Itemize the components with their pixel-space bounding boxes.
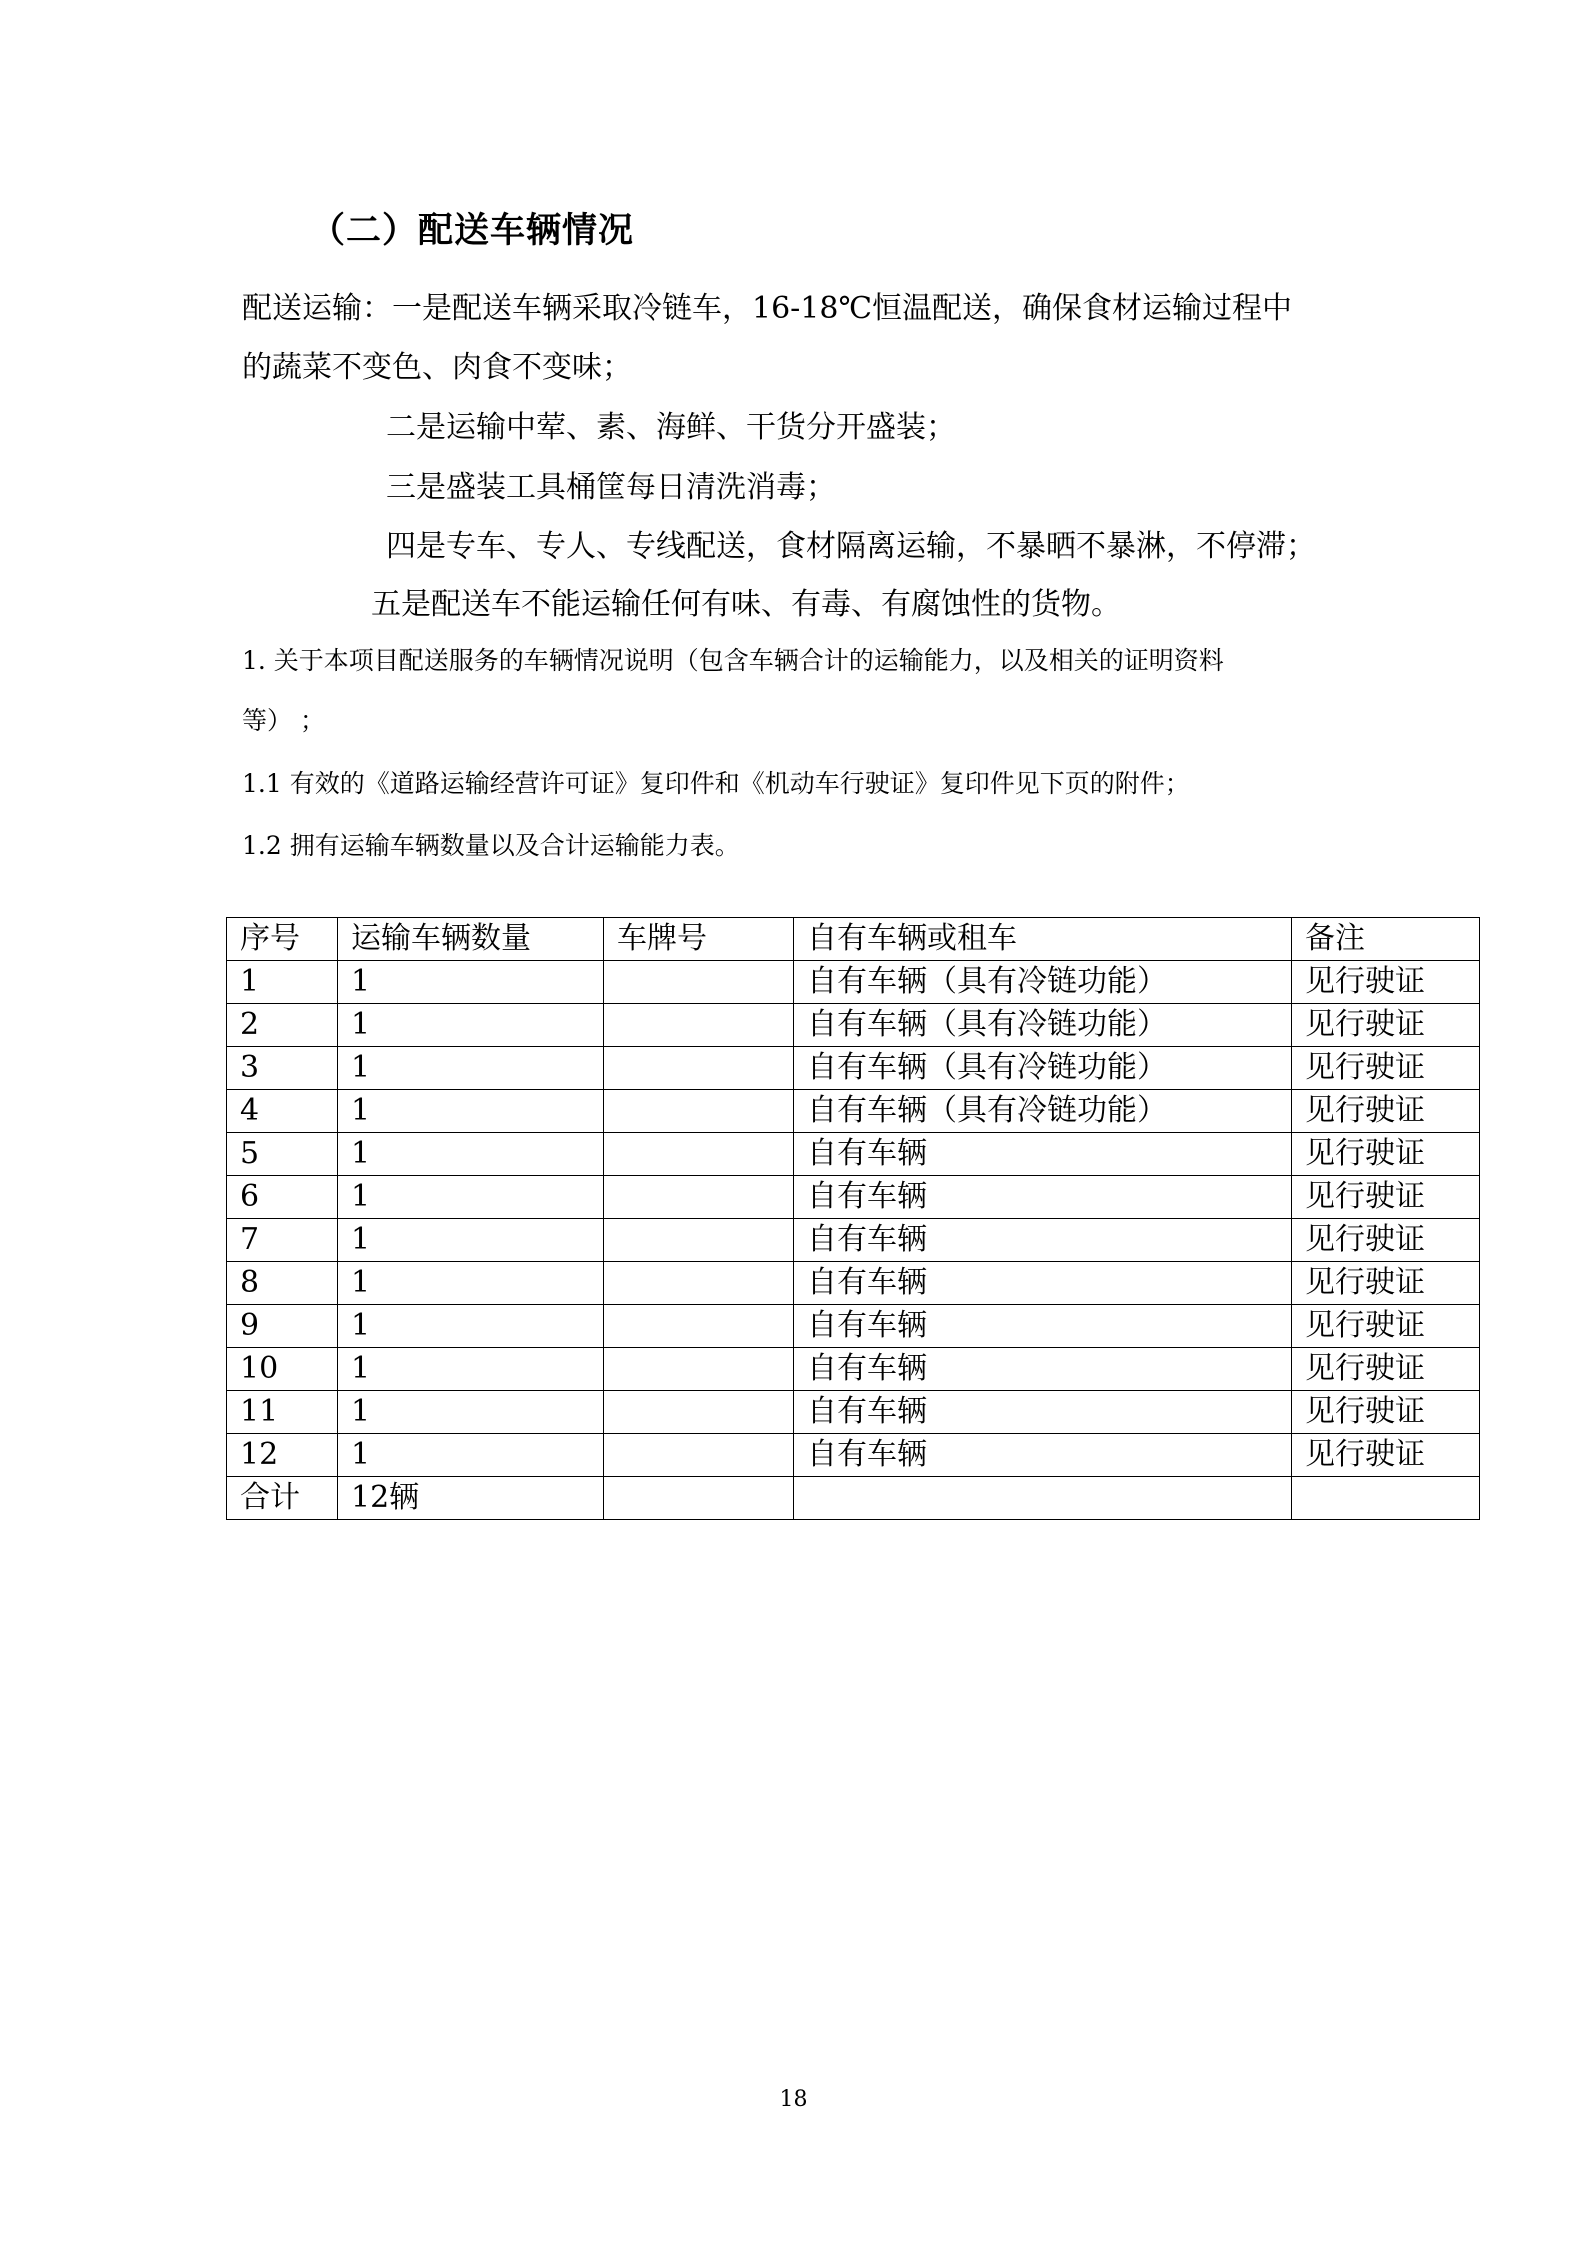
row-cell-index: 5 [227,1133,338,1176]
paragraph-line-2: 的蔬菜不变色、肉食不变味； [242,350,632,385]
row-cell-quantity: 1 [338,1176,604,1219]
note-line-2: 等） ； [242,706,325,735]
row-cell-quantity: 1 [338,1133,604,1176]
table-row [227,1133,1480,1176]
row-cell-quantity: 1 [338,961,604,1004]
note-line-1: 1. 关于本项目配送服务的车辆情况说明（包含车辆合计的运输能力，以及相关的证明资料 [242,646,1224,675]
row-cell-index: 10 [227,1348,338,1391]
row-cell-ownership: 自有车辆（具有冷链功能） [794,1047,1292,1090]
row-cell-plate [604,1348,794,1391]
row-cell-quantity: 1 [338,1348,604,1391]
table-row [227,1262,1480,1305]
header-cell-remarks: 备注 [1292,918,1480,961]
row-cell-remarks [1292,1477,1480,1520]
table-row [227,1047,1480,1090]
row-cell-plate [604,1262,794,1305]
paragraph-line-3: 二是运输中荤、素、海鲜、干货分开盛装； [386,410,956,445]
row-cell-remarks: 见行驶证 [1292,1176,1480,1219]
row-cell-remarks: 见行驶证 [1292,1305,1480,1348]
page-number: 18 [779,2087,808,2112]
row-cell-quantity: 1 [338,1262,604,1305]
row-cell-remarks: 见行驶证 [1292,1262,1480,1305]
row-cell-plate [604,1176,794,1219]
row-cell-ownership: 自有车辆 [794,1176,1292,1219]
row-cell-plate [604,1133,794,1176]
table-header-row [227,918,1480,961]
row-cell-ownership: 自有车辆 [794,1305,1292,1348]
row-cell-remarks: 见行驶证 [1292,961,1480,1004]
paragraph-line-6: 五是配送车不能运输任何有味、有毒、有腐蚀性的货物。 [371,587,1121,622]
header-cell-index: 序号 [227,918,338,961]
row-cell-plate [604,1004,794,1047]
row-cell-quantity: 1 [338,1219,604,1262]
table-row [227,1219,1480,1262]
row-cell-ownership: 自有车辆 [794,1133,1292,1176]
row-cell-quantity: 1 [338,1305,604,1348]
row-cell-remarks: 见行驶证 [1292,1004,1480,1047]
row-cell-index: 6 [227,1176,338,1219]
row-cell-remarks: 见行驶证 [1292,1391,1480,1434]
table-row [227,1004,1480,1047]
row-cell-index: 7 [227,1219,338,1262]
table-row [227,1090,1480,1133]
row-cell-plate [604,1391,794,1434]
row-cell-ownership: 自有车辆（具有冷链功能） [794,1090,1292,1133]
vehicle-table [226,917,1480,1520]
row-cell-index: 合计 [227,1477,338,1520]
row-cell-quantity: 1 [338,1434,604,1477]
row-cell-quantity: 1 [338,1047,604,1090]
paragraph-line-5: 四是专车、专人、专线配送，食材隔离运输，不暴晒不暴淋，不停滞； [386,529,1316,564]
row-cell-ownership: 自有车辆 [794,1391,1292,1434]
row-cell-quantity: 1 [338,1090,604,1133]
row-cell-index: 11 [227,1391,338,1434]
row-cell-ownership: 自有车辆 [794,1348,1292,1391]
row-cell-ownership: 自有车辆（具有冷链功能） [794,1004,1292,1047]
row-cell-plate [604,1090,794,1133]
section-heading: （二）配送车辆情况 [310,211,635,251]
table-row [227,1348,1480,1391]
row-cell-plate [604,1305,794,1348]
row-cell-remarks: 见行驶证 [1292,1219,1480,1262]
row-cell-quantity: 1 [338,1391,604,1434]
table-row [227,961,1480,1004]
row-cell-ownership: 自有车辆 [794,1262,1292,1305]
row-cell-remarks: 见行驶证 [1292,1047,1480,1090]
row-cell-plate [604,961,794,1004]
table-row [227,1305,1480,1348]
row-cell-index: 8 [227,1262,338,1305]
header-cell-plate: 车牌号 [604,918,794,961]
note-line-3: 1.1 有效的《道路运输经营许可证》复印件和《机动车行驶证》复印件见下页的附件； [242,769,1190,798]
row-cell-index: 3 [227,1047,338,1090]
row-cell-plate [604,1477,794,1520]
row-cell-index: 12 [227,1434,338,1477]
table-row [227,1434,1480,1477]
header-cell-ownership: 自有车辆或租车 [794,918,1292,961]
row-cell-plate [604,1434,794,1477]
row-cell-ownership [794,1477,1292,1520]
row-cell-quantity: 1 [338,1004,604,1047]
table-row [227,1391,1480,1434]
row-cell-quantity: 12辆 [338,1477,604,1520]
note-line-4: 1.2 拥有运输车辆数量以及合计运输能力表。 [242,831,740,860]
table-row [227,1176,1480,1219]
row-cell-plate [604,1047,794,1090]
row-cell-ownership: 自有车辆（具有冷链功能） [794,961,1292,1004]
header-cell-quantity: 运输车辆数量 [338,918,604,961]
paragraph-line-1: 配送运输：一是配送车辆采取冷链车，16-18℃恒温配送，确保食材运输过程中 [242,291,1293,326]
row-cell-ownership: 自有车辆 [794,1434,1292,1477]
row-cell-index: 2 [227,1004,338,1047]
row-cell-remarks: 见行驶证 [1292,1090,1480,1133]
row-cell-plate [604,1219,794,1262]
row-cell-ownership: 自有车辆 [794,1219,1292,1262]
row-cell-remarks: 见行驶证 [1292,1348,1480,1391]
paragraph-line-4: 三是盛装工具桶筐每日清洗消毒； [386,470,836,505]
row-cell-index: 4 [227,1090,338,1133]
row-cell-index: 1 [227,961,338,1004]
row-cell-remarks: 见行驶证 [1292,1133,1480,1176]
table-row [227,1477,1480,1520]
row-cell-index: 9 [227,1305,338,1348]
row-cell-remarks: 见行驶证 [1292,1434,1480,1477]
